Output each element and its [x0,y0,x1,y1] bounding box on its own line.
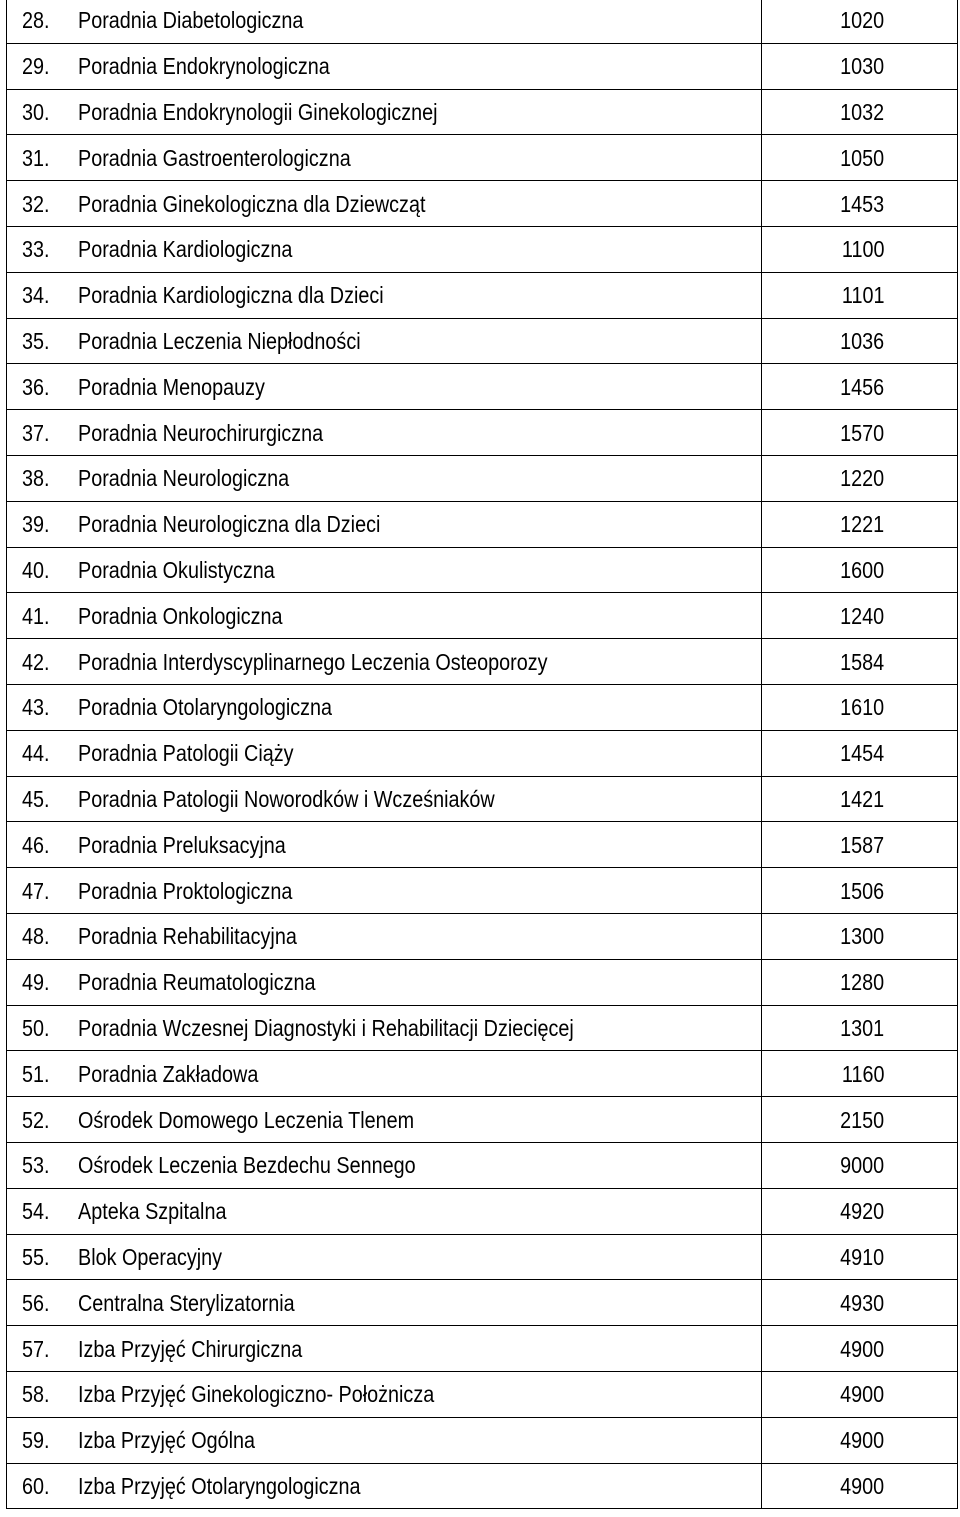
unit-name-cell [66,135,762,181]
unit-code-cell [762,226,958,272]
row-number-cell [7,776,66,822]
table-row [7,43,958,89]
row-number-cell [7,1188,66,1234]
unit-code: 1300 [839,923,884,950]
unit-code-cell [762,547,958,593]
row-number-cell [7,272,66,318]
table-row [7,1326,958,1372]
unit-name: Poradnia Onkologiczna [77,602,283,629]
table-row [7,135,958,181]
table-row [7,181,958,227]
row-number-cell [7,1371,66,1417]
row-number-cell [7,1142,66,1188]
row-number-cell [7,1051,66,1097]
unit-code: 1160 [841,1060,884,1087]
row-number: 50. [22,1014,50,1041]
unit-codes-table [6,0,958,1509]
row-number: 60. [22,1472,50,1499]
unit-name: Poradnia Endokrynologii Ginekologicznej [77,98,438,125]
unit-code-cell [762,1234,958,1280]
table-row [7,89,958,135]
unit-code: 1587 [839,831,884,858]
table-row [7,1051,958,1097]
row-number: 56. [22,1289,50,1316]
table-row [7,959,958,1005]
unit-code-cell [762,1371,958,1417]
unit-code-cell [762,959,958,1005]
row-number-cell [7,593,66,639]
row-number: 34. [22,282,50,309]
unit-name: Poradnia Neurochirurgiczna [77,419,323,446]
unit-name-cell [66,730,762,776]
row-number: 41. [22,602,50,629]
unit-name: Izba Przyjęć Ogólna [77,1427,255,1454]
table-row [7,364,958,410]
row-number-cell [7,1326,66,1372]
unit-name: Poradnia Diabetologiczna [77,7,303,34]
unit-code: 1020 [839,7,884,34]
unit-code: 1584 [839,648,884,675]
unit-name-cell [66,1234,762,1280]
unit-name: Poradnia Kardiologiczna [77,236,292,263]
row-number-cell [7,1280,66,1326]
row-number: 46. [22,831,50,858]
row-number: 42. [22,648,50,675]
row-number: 57. [22,1335,50,1362]
unit-code: 4930 [839,1289,884,1316]
unit-name-cell [66,272,762,318]
unit-name-cell [66,501,762,547]
row-number: 38. [22,465,50,492]
row-number: 52. [22,1106,50,1133]
unit-code-cell [762,1417,958,1463]
unit-name: Poradnia Rehabilitacyjna [77,923,297,950]
table-row [7,1417,958,1463]
unit-name-cell [66,868,762,914]
table-row [7,684,958,730]
unit-name: Ośrodek Leczenia Bezdechu Sennego [77,1152,416,1179]
unit-name-cell [66,776,762,822]
unit-code: 1453 [839,190,884,217]
unit-code: 4900 [839,1427,884,1454]
unit-code-cell [762,913,958,959]
table-row [7,501,958,547]
unit-code-cell [762,1326,958,1372]
unit-name: Poradnia Wczesnej Diagnostyki i Rehabilitacji Dziecięcej [77,1014,574,1041]
row-number: 49. [22,969,50,996]
table-row [7,730,958,776]
row-number-cell [7,1097,66,1143]
unit-code: 1100 [841,236,884,263]
unit-name-cell [66,1188,762,1234]
unit-code: 1036 [839,327,884,354]
unit-code-cell [762,684,958,730]
unit-code: 1454 [839,740,884,767]
unit-code: 1030 [839,53,884,80]
unit-name-cell [66,1417,762,1463]
unit-name-cell [66,89,762,135]
unit-code: 4900 [839,1335,884,1362]
table-row [7,1188,958,1234]
table-row [7,318,958,364]
row-number: 43. [22,694,50,721]
table-row [7,1463,958,1509]
table-row [7,455,958,501]
unit-code: 4910 [839,1243,884,1270]
unit-code-cell [762,1280,958,1326]
unit-name-cell [66,684,762,730]
unit-code-cell [762,455,958,501]
unit-name: Blok Operacyjny [77,1243,222,1270]
row-number-cell [7,1234,66,1280]
unit-code-cell [762,135,958,181]
unit-name-cell [66,959,762,1005]
row-number-cell [7,181,66,227]
row-number: 30. [22,98,50,125]
unit-code-cell [762,1097,958,1143]
unit-name: Poradnia Proktologiczna [77,877,292,904]
unit-name-cell [66,43,762,89]
unit-name-cell [66,1142,762,1188]
row-number: 51. [22,1060,50,1087]
unit-code: 2150 [839,1106,884,1133]
row-number: 59. [22,1427,50,1454]
unit-code: 9000 [839,1152,884,1179]
row-number-cell [7,1463,66,1509]
row-number-cell [7,868,66,914]
unit-code-cell [762,1463,958,1509]
row-number-cell [7,410,66,456]
unit-code-cell [762,181,958,227]
row-number: 54. [22,1198,50,1225]
row-number-cell [7,639,66,685]
table-row [7,913,958,959]
unit-name-cell [66,822,762,868]
unit-code-cell [762,776,958,822]
unit-name: Poradnia Leczenia Niepłodności [77,327,361,354]
table-row [7,1234,958,1280]
row-number: 55. [22,1243,50,1270]
row-number-cell [7,1005,66,1051]
unit-code: 1301 [839,1014,884,1041]
row-number: 45. [22,785,50,812]
unit-code: 1506 [839,877,884,904]
unit-code-cell [762,43,958,89]
unit-code: 1032 [839,98,884,125]
row-number: 29. [22,53,50,80]
unit-name-cell [66,547,762,593]
unit-name: Poradnia Endokrynologiczna [77,53,330,80]
unit-code: 1240 [839,602,884,629]
row-number: 44. [22,740,50,767]
unit-code-cell [762,1188,958,1234]
unit-name: Poradnia Reumatologiczna [77,969,316,996]
unit-code: 1220 [839,465,884,492]
unit-code: 1600 [839,556,884,583]
row-number: 58. [22,1381,50,1408]
row-number: 36. [22,373,50,400]
unit-name: Poradnia Menopauzy [77,373,265,400]
row-number-cell [7,455,66,501]
table-row [7,1097,958,1143]
unit-code-cell [762,868,958,914]
unit-name-cell [66,455,762,501]
unit-name: Poradnia Preluksacyjna [77,831,286,858]
unit-name: Poradnia Patologii Ciąży [77,740,294,767]
unit-code: 1456 [839,373,884,400]
unit-code-cell [762,1005,958,1051]
unit-code: 1421 [839,785,884,812]
unit-name-cell [66,639,762,685]
row-number-cell [7,0,66,43]
unit-code-cell [762,272,958,318]
unit-code-cell [762,730,958,776]
unit-name-cell [66,0,762,43]
table-row [7,868,958,914]
unit-code: 1570 [839,419,884,446]
unit-code-cell [762,89,958,135]
unit-name-cell [66,1326,762,1372]
unit-name: Poradnia Ginekologiczna dla Dziewcząt [77,190,425,217]
row-number: 53. [22,1152,50,1179]
unit-name-cell [66,1051,762,1097]
unit-code-cell [762,593,958,639]
unit-code: 1101 [841,282,884,309]
table-row [7,410,958,456]
unit-name: Poradnia Neurologiczna dla Dzieci [77,511,380,538]
row-number-cell [7,547,66,593]
row-number-cell [7,913,66,959]
table-row [7,226,958,272]
row-number: 32. [22,190,50,217]
unit-name: Poradnia Otolaryngologiczna [77,694,332,721]
row-number-cell [7,959,66,1005]
table-row [7,272,958,318]
table-row [7,593,958,639]
unit-name-cell [66,181,762,227]
unit-name: Ośrodek Domowego Leczenia Tlenem [77,1106,414,1133]
unit-name: Poradnia Kardiologiczna dla Dzieci [77,282,384,309]
unit-name-cell [66,1005,762,1051]
unit-code-cell [762,410,958,456]
unit-code-cell [762,364,958,410]
unit-name: Poradnia Neurologiczna [77,465,289,492]
row-number-cell [7,1417,66,1463]
unit-name: Poradnia Gastroenterologiczna [77,144,351,171]
unit-name: Poradnia Patologii Noworodków i Wcześniaków [77,785,495,812]
unit-code: 1610 [839,694,884,721]
unit-name: Izba Przyjęć Chirurgiczna [77,1335,302,1362]
row-number-cell [7,43,66,89]
table-row [7,822,958,868]
table-row [7,1005,958,1051]
row-number-cell [7,364,66,410]
unit-code: 1221 [839,511,884,538]
unit-name-cell [66,913,762,959]
table-row [7,1142,958,1188]
row-number: 37. [22,419,50,446]
table-row [7,776,958,822]
unit-name: Poradnia Interdyscyplinarnego Leczenia Osteoporozy [77,648,548,675]
unit-name: Poradnia Okulistyczna [77,556,275,583]
table-row [7,0,958,43]
unit-code: 1280 [839,969,884,996]
unit-code-cell [762,1051,958,1097]
row-number: 31. [22,144,50,171]
unit-name-cell [66,318,762,364]
unit-name: Apteka Szpitalna [77,1198,226,1225]
unit-name-cell [66,593,762,639]
unit-name-cell [66,364,762,410]
row-number: 35. [22,327,50,354]
unit-code-cell [762,318,958,364]
row-number: 48. [22,923,50,950]
unit-code: 4920 [839,1198,884,1225]
table-row [7,547,958,593]
row-number-cell [7,135,66,181]
row-number: 33. [22,236,50,263]
unit-code: 4900 [839,1472,884,1499]
unit-name-cell [66,1371,762,1417]
table-body [7,0,958,1509]
row-number-cell [7,730,66,776]
unit-name-cell [66,226,762,272]
row-number-cell [7,822,66,868]
table-row [7,639,958,685]
unit-code-cell [762,1142,958,1188]
row-number: 47. [22,877,50,904]
row-number: 40. [22,556,50,583]
row-number-cell [7,89,66,135]
unit-name-cell [66,1463,762,1509]
table-row [7,1280,958,1326]
row-number: 39. [22,511,50,538]
table-row [7,1371,958,1417]
unit-code: 1050 [839,144,884,171]
unit-name: Izba Przyjęć Ginekologiczno- Położnicza [77,1381,434,1408]
unit-code-cell [762,0,958,43]
unit-name-cell [66,1097,762,1143]
row-number-cell [7,318,66,364]
row-number-cell [7,226,66,272]
unit-name: Poradnia Zakładowa [77,1060,258,1087]
unit-code-cell [762,501,958,547]
row-number-cell [7,684,66,730]
row-number-cell [7,501,66,547]
unit-name-cell [66,1280,762,1326]
unit-code-cell [762,822,958,868]
unit-code-cell [762,639,958,685]
unit-name: Izba Przyjęć Otolaryngologiczna [77,1472,361,1499]
unit-name-cell [66,410,762,456]
row-number: 28. [22,7,50,34]
unit-name: Centralna Sterylizatornia [77,1289,295,1316]
unit-code: 4900 [839,1381,884,1408]
